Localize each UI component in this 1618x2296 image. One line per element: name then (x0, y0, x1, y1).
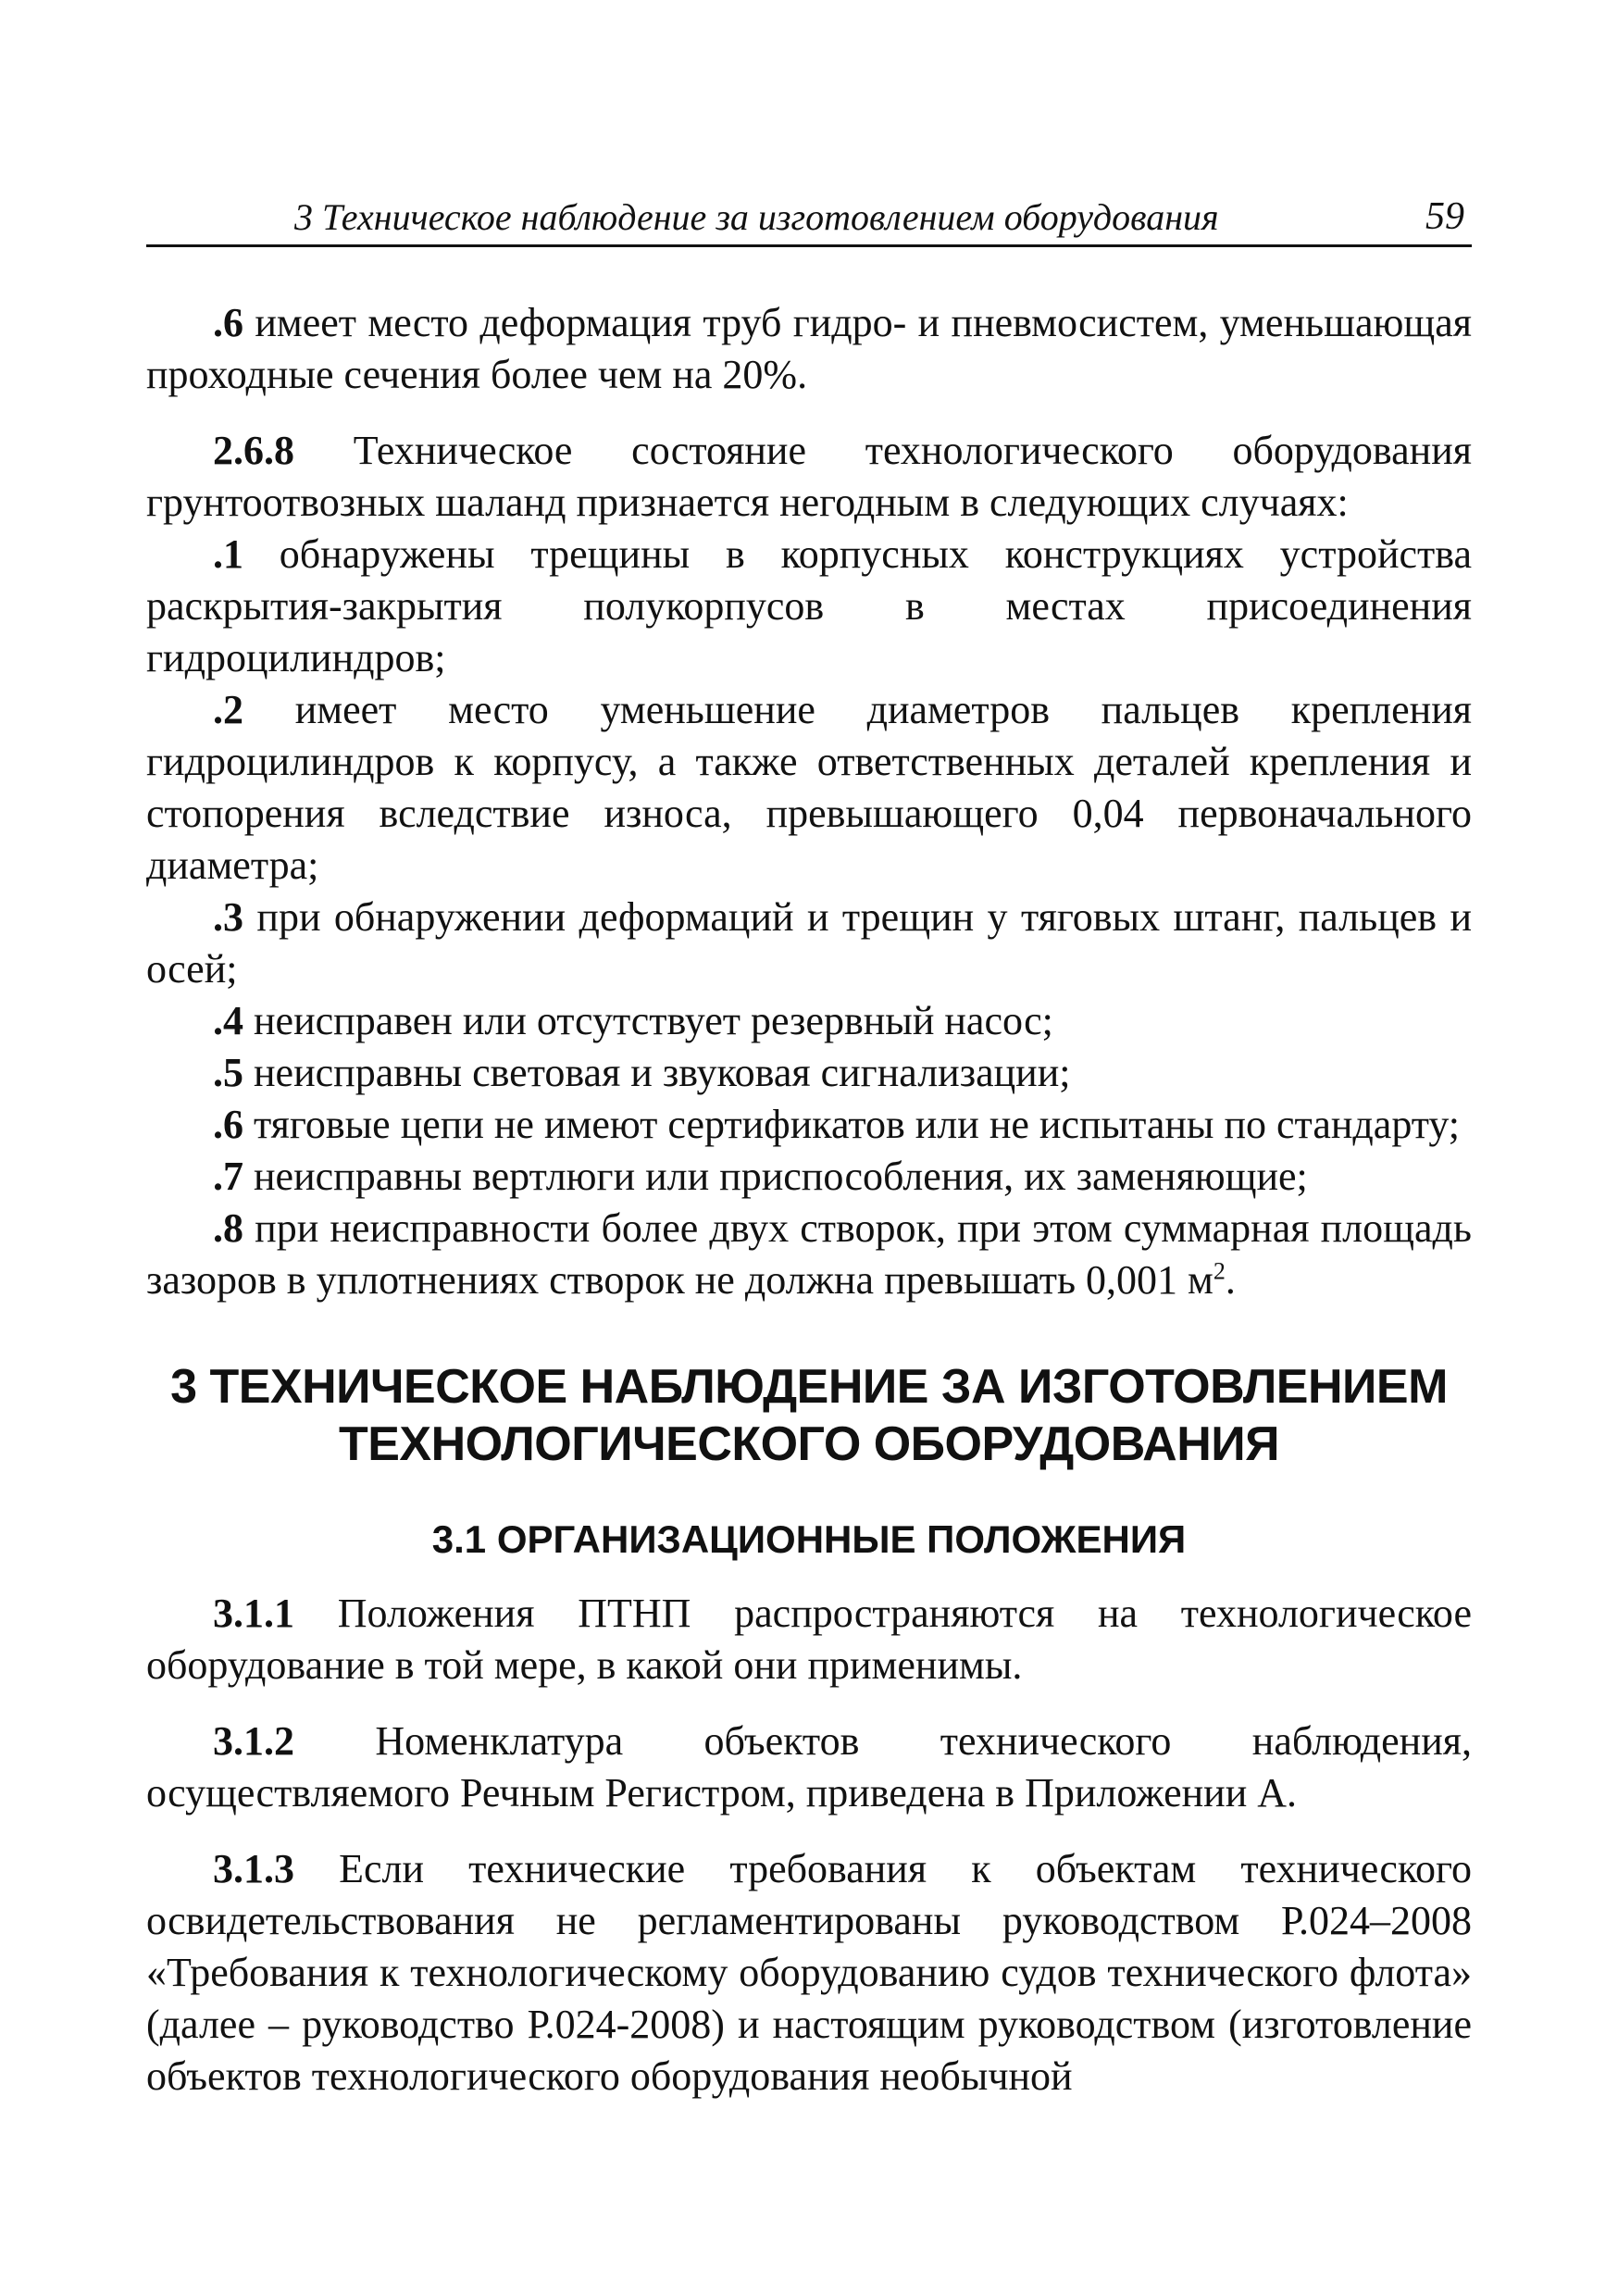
item-text: при обнаружении деформаций и трещин у тяговых штанг, пальцев и осей; (146, 894, 1472, 992)
chapter-title-line: 3 ТЕХНИЧЕСКОЕ НАБЛЮДЕНИЕ ЗА ИЗГОТОВЛЕНИЕМ (170, 1360, 1448, 1414)
superscript: 2 (1213, 1257, 1226, 1285)
clause-number: 3.1.3 (213, 1846, 294, 1891)
item-text: неисправен или отсутствует резервный насос; (243, 998, 1053, 1043)
item-text: неисправны световая и звуковая сигнализации; (243, 1050, 1071, 1095)
chapter-title-line: ТЕХНОЛОГИЧЕСКОГО ОБОРУДОВАНИЯ (338, 1417, 1280, 1471)
list-item (146, 684, 1472, 892)
item-number: .6 (213, 1102, 243, 1147)
clause-text: Если технические требования к объектам технического освидетельствования не регламентированы руководством Р.024–2008 «Требования к технологическому оборудованию судов технического флота» (далее – руководство Р.024-2008) и настоящим руководством (изготовление объектов технологического оборудования необычной (146, 1846, 1472, 2099)
item-text-tail: . (1225, 1257, 1236, 1303)
list-item (146, 1151, 1472, 1203)
item-text: обнаружены трещины в корпусных конструкциях устройства раскрытия-закрытия полукорпусов в местах присоединения гидроцилиндров; (146, 531, 1472, 680)
item-text: имеет место деформация труб гидро- и пневмосистем, уменьшающая проходные сечения более чем на 20%. (146, 300, 1472, 397)
item-number: .4 (213, 998, 243, 1043)
clause-3-1-2 (146, 1716, 1472, 1819)
clause-3-1-3 (146, 1843, 1472, 2103)
clause-2-6-8 (146, 425, 1472, 529)
list-item (146, 529, 1472, 684)
list-item (146, 1099, 1472, 1151)
list-item (146, 995, 1472, 1047)
clause-number: 3.1.2 (213, 1718, 294, 1764)
item-number: .7 (213, 1154, 243, 1199)
item-number: .1 (213, 531, 243, 577)
running-header-title: 3 Техническое наблюдение за изготовлением оборудования (294, 196, 1219, 238)
item-number: .2 (213, 687, 243, 732)
clause-text: Положения ПТНП распространяются на технологическое оборудование в той мере, в какой они применимы. (146, 1591, 1472, 1688)
clause-number: 2.6.8 (213, 428, 294, 473)
page-number: 59 (1425, 195, 1464, 238)
clause-3-1-1 (146, 1588, 1472, 1691)
clause-number: 3.1.1 (213, 1591, 294, 1636)
item-number: .8 (213, 1205, 243, 1251)
clause-text: Техническое состояние технологического оборудования грунтоотвозных шаланд признается негодным в следующих случаях: (146, 428, 1472, 525)
item-number: .3 (213, 894, 243, 940)
clause-text: Номенклатура объектов технического наблюдения, осуществляемого Речным Регистром, приведена в Приложении А. (146, 1718, 1472, 1816)
item-text: неисправны вертлюги или приспособления, их заменяющие; (243, 1154, 1308, 1199)
item-text: тяговые цепи не имеют сертификатов или не испытаны по стандарту; (243, 1102, 1461, 1147)
list-item (146, 297, 1472, 401)
document-page (146, 185, 1472, 2103)
list-item (146, 1047, 1472, 1099)
list-item (146, 892, 1472, 995)
section-title: 3.1 ОРГАНИЗАЦИОННЫЕ ПОЛОЖЕНИЯ (431, 1517, 1187, 1561)
chapter-title (146, 1358, 1472, 1473)
list-item (146, 1203, 1472, 1306)
item-text: при неисправности более двух створок, при этом суммарная площадь зазоров в уплотнениях створок не должна превышать 0,001 м (146, 1205, 1472, 1303)
item-number: .5 (213, 1050, 243, 1095)
item-number: .6 (213, 300, 243, 345)
item-text: имеет место уменьшение диаметров пальцев крепления гидроцилиндров к корпусу, а также ответственных деталей крепления и стопорения вследствие износа, превышающего 0,04 первоначального диаметра; (146, 687, 1472, 888)
running-header (146, 185, 1472, 247)
